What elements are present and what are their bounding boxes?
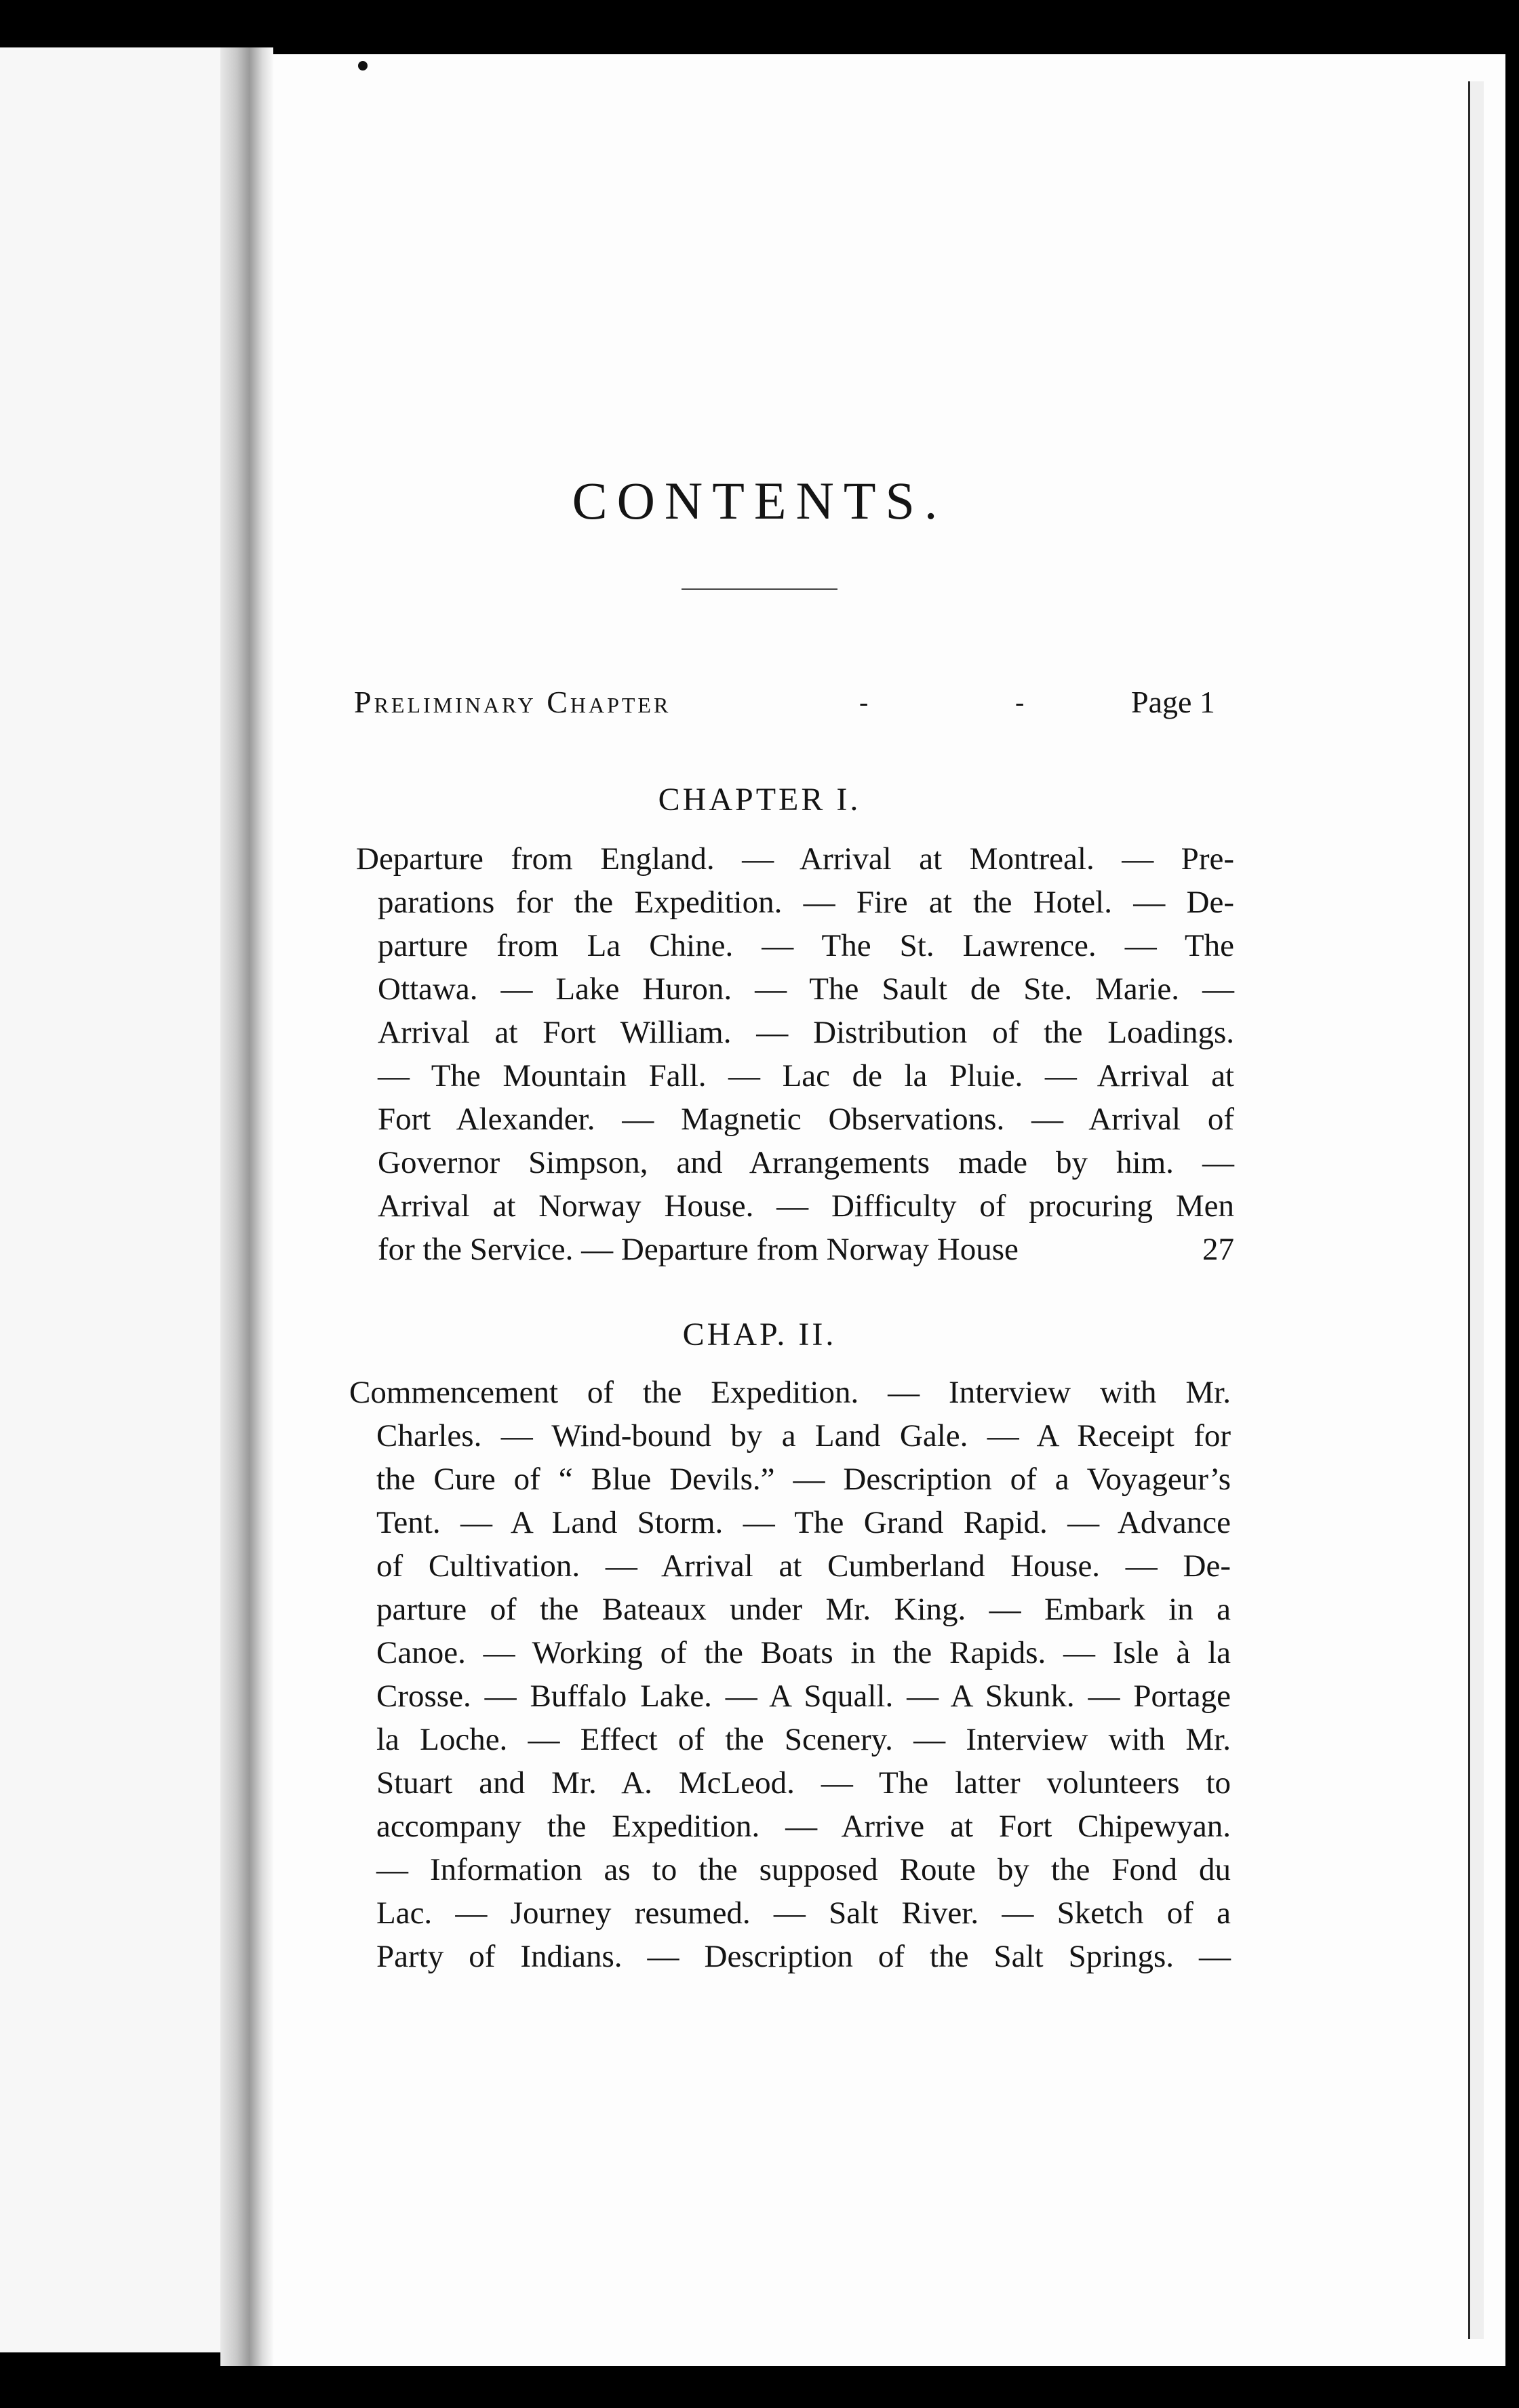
summary-line: of Cultivation. — Arrival at Cumberland House. — De- bbox=[376, 1548, 1231, 1584]
leader-dash: - bbox=[1015, 687, 1025, 717]
ink-speck bbox=[358, 61, 368, 71]
summary-line-text: for the Service. — Departure from Norway House bbox=[378, 1232, 1019, 1267]
facing-page-edge bbox=[0, 47, 231, 2352]
chapter-heading: CHAPTER I. bbox=[658, 782, 861, 818]
preliminary-chapter-entry bbox=[354, 682, 1236, 723]
summary-line: Governor Simpson, and Arrangements made by him. — bbox=[378, 1145, 1234, 1180]
chapter-heading: CHAP. II. bbox=[682, 1317, 837, 1352]
summary-line: Crosse. — Buffalo Lake. — A Squall. — A Skunk. — Portage bbox=[376, 1679, 1231, 1714]
summary-line: Tent. — A Land Storm. — The Grand Rapid. — Advance bbox=[376, 1505, 1231, 1540]
summary-line: accompany the Expedition. — Arrive at Fort Chipewyan. bbox=[376, 1809, 1231, 1844]
summary-line: Ottawa. — Lake Huron. — The Sault de Ste. Marie. — bbox=[378, 971, 1234, 1007]
summary-line: la Loche. — Effect of the Scenery. — Interview with Mr. bbox=[376, 1722, 1231, 1757]
summary-line: Canoe. — Working of the Boats in the Rapids. — Isle à la bbox=[376, 1635, 1231, 1670]
chapter-summary bbox=[349, 1371, 1231, 1978]
summary-line: parture from La Chine. — The St. Lawrence. — The bbox=[378, 928, 1234, 963]
page-reference: Page 1 bbox=[1131, 685, 1215, 719]
page-title: CONTENTS. bbox=[572, 471, 947, 530]
summary-line: Lac. — Journey resumed. — Salt River. — Sketch of a bbox=[376, 1895, 1231, 1931]
book-gutter bbox=[220, 47, 273, 2366]
summary-line: Stuart and Mr. A. McLeod. — The latter volunteers to bbox=[376, 1765, 1231, 1801]
title-rule bbox=[682, 588, 837, 590]
summary-line: — Information as to the supposed Route by the Fond du bbox=[376, 1852, 1231, 1887]
summary-line bbox=[356, 1228, 1234, 1271]
summary-line: parture of the Bateaux under Mr. King. — Embark in a bbox=[376, 1592, 1231, 1627]
summary-line: Arrival at Norway House. — Difficulty of procuring Men bbox=[378, 1188, 1234, 1224]
summary-line: Commencement of the Expedition. — Interview with Mr. bbox=[349, 1375, 1231, 1410]
summary-line: Party of Indians. — Description of the Salt Springs. — bbox=[376, 1939, 1231, 1974]
summary-line: — The Mountain Fall. — Lac de la Pluie. — Arrival at bbox=[378, 1058, 1234, 1093]
summary-line: Charles. — Wind-bound by a Land Gale. — A Receipt for bbox=[376, 1418, 1231, 1453]
page-right-edge bbox=[1468, 81, 1484, 2339]
preliminary-label: Preliminary Chapter bbox=[354, 685, 671, 719]
summary-line: Departure from England. — Arrival at Montreal. — Pre- bbox=[356, 841, 1234, 877]
summary-line: the Cure of “ Blue Devils.” — Description of a Voyageur’s bbox=[376, 1462, 1231, 1497]
summary-line: parations for the Expedition. — Fire at the Hotel. — De- bbox=[378, 885, 1234, 920]
chapter-summary bbox=[356, 837, 1234, 1271]
leader-dash: - bbox=[859, 687, 869, 717]
summary-line: Fort Alexander. — Magnetic Observations. — Arrival of bbox=[378, 1102, 1234, 1137]
summary-line: Arrival at Fort William. — Distribution of the Loadings. bbox=[378, 1015, 1234, 1050]
page-number: 27 bbox=[1202, 1232, 1234, 1267]
